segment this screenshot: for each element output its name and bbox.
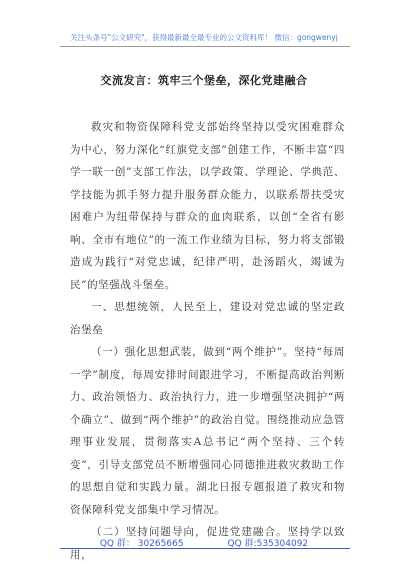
header-divider	[60, 46, 350, 47]
document-title: 交流发言：筑牢三个堡垒，深化党建融合	[100, 74, 308, 87]
document-body	[70, 116, 345, 566]
footer-qq-group-2: QQ 群:535304092	[227, 539, 309, 549]
body-paragraph-intro: 救灾和物资保障科党支部始终坚持以受灾困难群众为中心，努力深化“红旗党支部”创建工作，不断丰富“四学一联一创”支部工作法，以学政策、学理论、学典范、学技能为抓手努力提升服务群众能力，以联系帮扶受灾困难户为纽带保持与群众的血肉联系，以创“全省有影响、全市有地位”的一流工作业绩为目标，努力将支部锻造成为践行“对党忠诚，纪律严明，赴汤蹈火，竭诚为民”的坚强战斗堡垒。	[70, 121, 345, 291]
footer-divider	[60, 548, 350, 549]
section-heading-1: 一、思想统领，人民至上，建设对党忠诚的坚定政治堡垒	[70, 301, 345, 336]
footer-qq-group-1: QQ 群： 30265665	[99, 539, 184, 549]
header-promo-link[interactable]: 关注头条号"公文研究"，获得最新最全最专业的公文资料库！ 微信：gongwenyj	[70, 33, 338, 42]
body-paragraph-1: （一）强化思想武装，做到“两个维护”。坚持“每周一学”制度，每周安排时间跟进学习，不断提高政治判断力、政治领悟力、政治执行力，进一步增强坚决拥护“两个确立”、做到“两个维护”的政治自觉。围绕推动应急管理事业发展，贯彻落实A总书记“两个坚持、三个转变”，引导支部党员不断增强同心同德推进救灾救助工作的思想自觉和实践力量。湖北日报专题报道了救灾和物资保障科党支部集中学习情况。	[70, 346, 345, 516]
body-paragraph-2: （二）坚持问题导向，促进党建融合。坚持学以致用，	[70, 526, 345, 561]
